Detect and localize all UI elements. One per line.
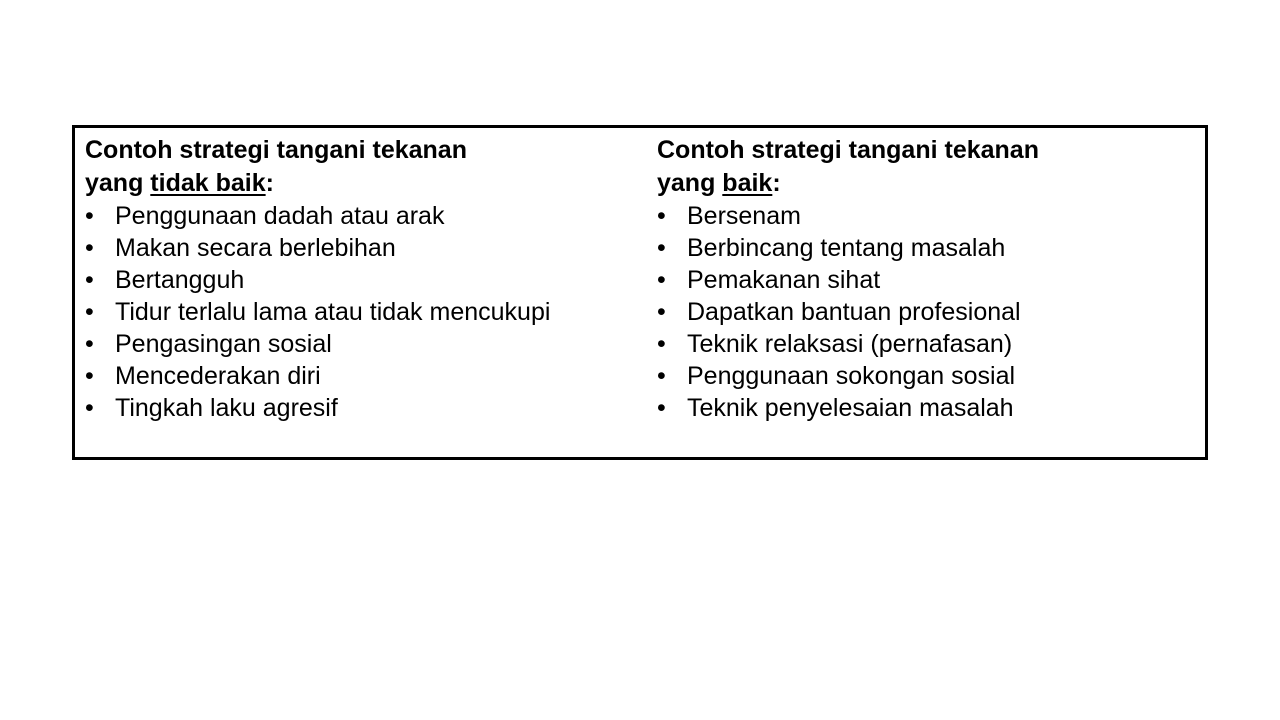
list-item: [85, 360, 645, 392]
list-item: [657, 296, 1197, 328]
bullet-icon: •: [85, 298, 94, 326]
list-item-text: Berbincang tentang masalah: [687, 234, 1006, 262]
bad-strategies-heading: [85, 134, 645, 200]
bullet-icon: •: [657, 266, 666, 294]
list-item-text: Penggunaan dadah atau arak: [115, 202, 445, 230]
list-item-text: Dapatkan bantuan profesional: [687, 298, 1021, 326]
list-item: [85, 392, 645, 424]
good-strategies-list: [657, 200, 1197, 424]
bullet-icon: •: [657, 298, 666, 326]
list-item: [657, 200, 1197, 232]
list-item-text: Makan secara berlebihan: [115, 234, 396, 262]
list-item-text: Teknik penyelesaian masalah: [687, 394, 1014, 422]
bullet-icon: •: [85, 330, 94, 358]
list-item: [85, 296, 645, 328]
bullet-icon: •: [85, 362, 94, 390]
good-heading-suffix: :: [772, 169, 781, 197]
good-strategies-column: [657, 134, 1197, 424]
bad-heading-suffix: :: [265, 169, 274, 197]
list-item-text: Tidur terlalu lama atau tidak mencukupi: [115, 298, 551, 326]
list-item-text: Pengasingan sosial: [115, 330, 332, 358]
bullet-icon: •: [657, 234, 666, 262]
list-item: [657, 328, 1197, 360]
list-item-text: Pemakanan sihat: [687, 266, 881, 294]
bullet-icon: •: [85, 234, 94, 262]
list-item: [657, 264, 1197, 296]
strategy-table-box: [72, 125, 1208, 460]
list-item: [657, 360, 1197, 392]
list-item-text: Bertangguh: [115, 266, 245, 294]
list-item: [657, 392, 1197, 424]
bullet-icon: •: [657, 202, 666, 230]
list-item-text: Teknik relaksasi (pernafasan): [687, 330, 1013, 358]
bullet-icon: •: [85, 266, 94, 294]
list-item: [85, 200, 645, 232]
list-item-text: Penggunaan sokongan sosial: [687, 362, 1016, 390]
list-item-text: Tingkah laku agresif: [115, 394, 338, 422]
bad-strategies-list: [85, 200, 645, 424]
bad-heading-underlined: tidak baik: [150, 169, 266, 197]
bad-heading-prefix: yang: [85, 169, 151, 197]
list-item: [657, 232, 1197, 264]
good-heading-line1: Contoh strategi tangani tekanan: [657, 136, 1039, 164]
list-item: [85, 328, 645, 360]
list-item-text: Mencederakan diri: [115, 362, 321, 390]
bad-heading-line1: Contoh strategi tangani tekanan: [85, 136, 467, 164]
bullet-icon: •: [657, 330, 666, 358]
list-item: [85, 264, 645, 296]
bullet-icon: •: [657, 394, 666, 422]
good-heading-prefix: yang: [657, 169, 723, 197]
list-item-text: Bersenam: [687, 202, 801, 230]
good-heading-underlined: baik: [722, 169, 773, 197]
bad-strategies-column: [85, 134, 645, 424]
bullet-icon: •: [85, 202, 94, 230]
good-strategies-heading: [657, 134, 1197, 200]
list-item: [85, 232, 645, 264]
bullet-icon: •: [85, 394, 94, 422]
bullet-icon: •: [657, 362, 666, 390]
